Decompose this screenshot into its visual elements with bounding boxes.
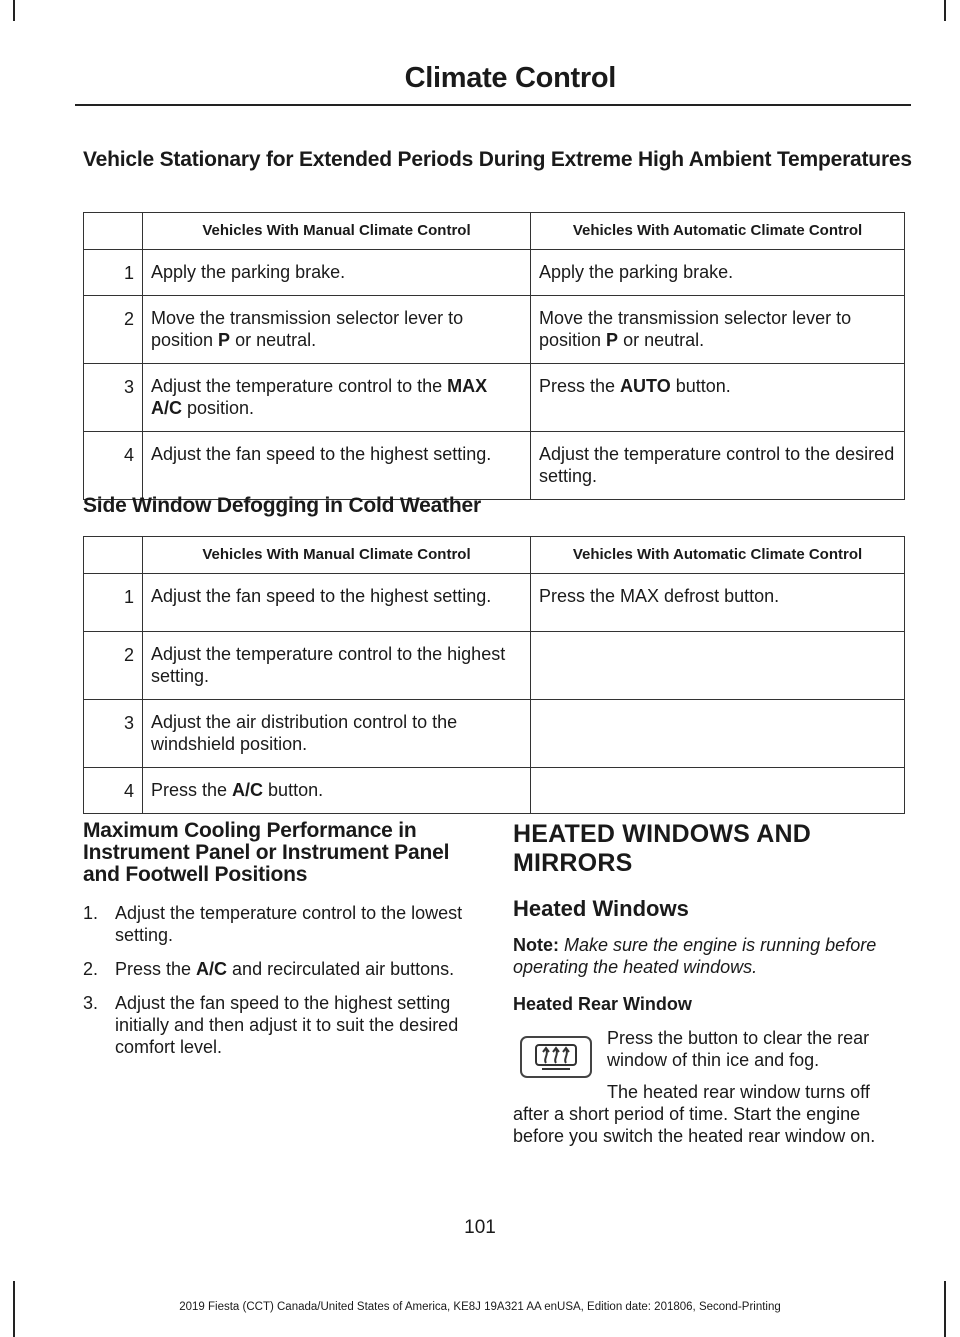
bold-term: MAX A/C: [151, 376, 488, 418]
heated-windows-subtitle: Heated Windows: [513, 896, 689, 921]
table-row: [84, 364, 905, 432]
table-row: [84, 432, 905, 500]
section2-table: [83, 536, 905, 814]
text-segment: button.: [263, 780, 324, 800]
text-segment: or neutral.: [230, 330, 317, 350]
text-segment: Adjust the air distribution control to the windshield position.: [151, 712, 458, 754]
manual-step-cell: [143, 768, 531, 814]
step-number: 1: [84, 250, 143, 296]
text-segment: Adjust the temperature control to the: [151, 376, 448, 396]
auto-step-cell: [531, 700, 905, 768]
text-segment: Adjust the temperature control to the highest setting.: [151, 644, 506, 686]
manual-step-cell: [143, 700, 531, 768]
section1-table: [83, 212, 905, 500]
note-paragraph: [513, 934, 908, 978]
section1-title: Vehicle Stationary for Extended Periods During Extreme High Ambient Temperatures: [83, 148, 912, 171]
text-segment: and recirculated air buttons.: [227, 959, 455, 979]
text-segment: Adjust the temperature control to the lowest setting.: [115, 903, 463, 945]
table-header-row: [84, 213, 905, 250]
table-header-row: [84, 537, 905, 574]
heated-windows-column: [513, 820, 908, 1147]
header-divider: [75, 104, 911, 106]
crop-mark-top-left: [13, 0, 15, 21]
manual-step-cell: [143, 632, 531, 700]
auto-step-cell: [531, 432, 905, 500]
text-segment: Move the transmission selector lever to position: [539, 308, 852, 350]
manual-column-header: Vehicles With Manual Climate Control: [143, 213, 531, 250]
manual-step-cell: [143, 574, 531, 632]
text-segment: Adjust the fan speed to the highest setting initially and then adjust it to suit the desired comfort level.: [115, 993, 459, 1057]
text-segment: Press the MAX defrost button.: [539, 586, 780, 606]
bold-term: A/C: [232, 780, 264, 800]
step-number: 3: [84, 364, 143, 432]
page-header-title: Climate Control: [404, 62, 616, 94]
table-row: [84, 250, 905, 296]
list-number: 1.: [83, 903, 99, 923]
rear-window-text-2: The heated rear window turns off after a short period of time. Start the engine before you switch the heated rear window on.: [513, 1082, 876, 1146]
section2-title: Side Window Defogging in Cold Weather: [83, 494, 482, 517]
manual-step-cell: [143, 296, 531, 364]
text-segment: Adjust the fan speed to the highest setting.: [151, 586, 492, 606]
heated-rear-window-title: Heated Rear Window: [513, 994, 692, 1014]
list-item: [83, 958, 483, 980]
step-number: 4: [84, 768, 143, 814]
auto-step-cell: [531, 574, 905, 632]
text-segment: position.: [182, 398, 255, 418]
auto-column-header: Vehicles With Automatic Climate Control: [531, 537, 905, 574]
text-segment: Apply the parking brake.: [539, 262, 734, 282]
table-row: [84, 700, 905, 768]
rear-defrost-icon: [520, 1036, 592, 1078]
table-row: [84, 632, 905, 700]
text-segment: Move the transmission selector lever to position: [151, 308, 464, 350]
step-number: 4: [84, 432, 143, 500]
max-cooling-title: Maximum Cooling Performance in Instrument Panel or Instrument Panel and Footwell Positions: [83, 819, 450, 886]
list-item: [83, 992, 483, 1058]
table-row: [84, 296, 905, 364]
page-number: 101: [464, 1217, 496, 1238]
text-segment: Press the: [539, 376, 621, 396]
bold-term: P: [218, 330, 231, 350]
bold-term: P: [606, 330, 619, 350]
max-cooling-steps: [83, 902, 483, 1058]
auto-step-cell: [531, 364, 905, 432]
max-cooling-column: [83, 820, 483, 1070]
manual-column-header: Vehicles With Manual Climate Control: [143, 537, 531, 574]
list-number: 2.: [83, 959, 99, 979]
text-segment: Adjust the fan speed to the highest setting.: [151, 444, 492, 464]
heated-title-line2: MIRRORS: [513, 849, 633, 877]
manual-step-cell: [143, 250, 531, 296]
auto-step-cell: [531, 632, 905, 700]
auto-column-header: Vehicles With Automatic Climate Control: [531, 213, 905, 250]
bold-term: AUTO: [620, 376, 671, 396]
step-number: 2: [84, 632, 143, 700]
crop-mark-top-right: [944, 0, 946, 21]
page-footer: 2019 Fiesta (CCT) Canada/United States of America, KE8J 19A321 AA enUSA, Edition date: 201806, Second-Printing: [179, 1301, 781, 1313]
text-segment: Apply the parking brake.: [151, 262, 346, 282]
rear-window-text-1: Press the button to clear the rear window of thin ice and fog.: [607, 1028, 870, 1070]
heated-section-title: [513, 820, 908, 878]
empty-header-cell: [84, 213, 143, 250]
note-text: Make sure the engine is running before operating the heated windows.: [513, 935, 877, 977]
bold-term: A/C: [196, 959, 228, 979]
step-number: 1: [84, 574, 143, 632]
section2-table-body: [84, 574, 905, 814]
text-segment: Press the: [151, 780, 233, 800]
manual-step-cell: [143, 432, 531, 500]
table-row: [84, 768, 905, 814]
auto-step-cell: [531, 296, 905, 364]
list-item: [83, 902, 483, 946]
list-number: 3.: [83, 993, 99, 1013]
auto-step-cell: [531, 250, 905, 296]
note-label: Note:: [513, 935, 559, 955]
text-segment: Adjust the temperature control to the desired setting.: [539, 444, 895, 486]
step-number: 3: [84, 700, 143, 768]
section1-table-body: [84, 250, 905, 500]
text-segment: button.: [670, 376, 731, 396]
text-segment: Press the: [115, 959, 197, 979]
heated-title-line1: HEATED WINDOWS AND: [513, 820, 812, 848]
empty-header-cell: [84, 537, 143, 574]
table-row: [84, 574, 905, 632]
auto-step-cell: [531, 768, 905, 814]
rear-defrost-glyph: [534, 1043, 578, 1071]
step-number: 2: [84, 296, 143, 364]
manual-step-cell: [143, 364, 531, 432]
text-segment: or neutral.: [618, 330, 705, 350]
